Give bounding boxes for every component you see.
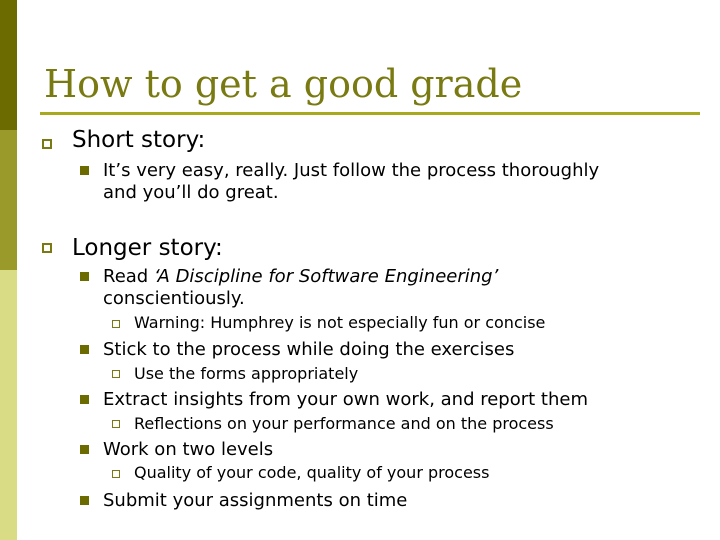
section-heading-short: Short story: [72, 127, 206, 153]
bullet-square-icon [80, 395, 89, 404]
point-read-line1 [103, 266, 498, 287]
bullet-square-icon [80, 272, 89, 281]
bullet-square-icon [80, 445, 89, 454]
bullet-box-small-icon [112, 370, 120, 378]
point-extract-insights: Extract insights from your own work, and report them [103, 389, 588, 410]
bullet-box-small-icon [112, 470, 120, 478]
book-title: ‘A Discipline for Software Engineering’ [153, 266, 499, 287]
subpoint-quality: Quality of your code, quality of your process [134, 463, 490, 482]
point-read-line2: conscientiously. [103, 288, 245, 309]
bullet-square-icon [80, 345, 89, 354]
point-read-prefix: Read [103, 266, 154, 287]
bullet-box-small-icon [112, 420, 120, 428]
subpoint-warning: Warning: Humphrey is not especially fun or concise [134, 313, 546, 332]
point-two-levels: Work on two levels [103, 439, 274, 460]
bullet-square-icon [80, 496, 89, 505]
side-band-mid [0, 130, 17, 270]
point-submit-on-time: Submit your assignments on time [103, 490, 408, 511]
subpoint-forms: Use the forms appropriately [134, 364, 359, 383]
point-easy-line1: It’s very easy, really. Just follow the process thoroughly [103, 160, 600, 181]
side-band-light [0, 270, 17, 540]
title-underline [40, 112, 700, 115]
subpoint-reflections: Reflections on your performance and on the process [134, 414, 554, 433]
bullet-box-icon [42, 139, 52, 149]
slide-title: How to get a good grade [44, 62, 523, 106]
bullet-box-icon [42, 243, 52, 253]
bullet-square-icon [80, 166, 89, 175]
bullet-box-small-icon [112, 320, 120, 328]
side-band-dark [0, 0, 17, 130]
point-stick-process: Stick to the process while doing the exercises [103, 339, 515, 360]
section-heading-longer: Longer story: [72, 235, 223, 261]
point-easy-line2: and you’ll do great. [103, 182, 279, 203]
